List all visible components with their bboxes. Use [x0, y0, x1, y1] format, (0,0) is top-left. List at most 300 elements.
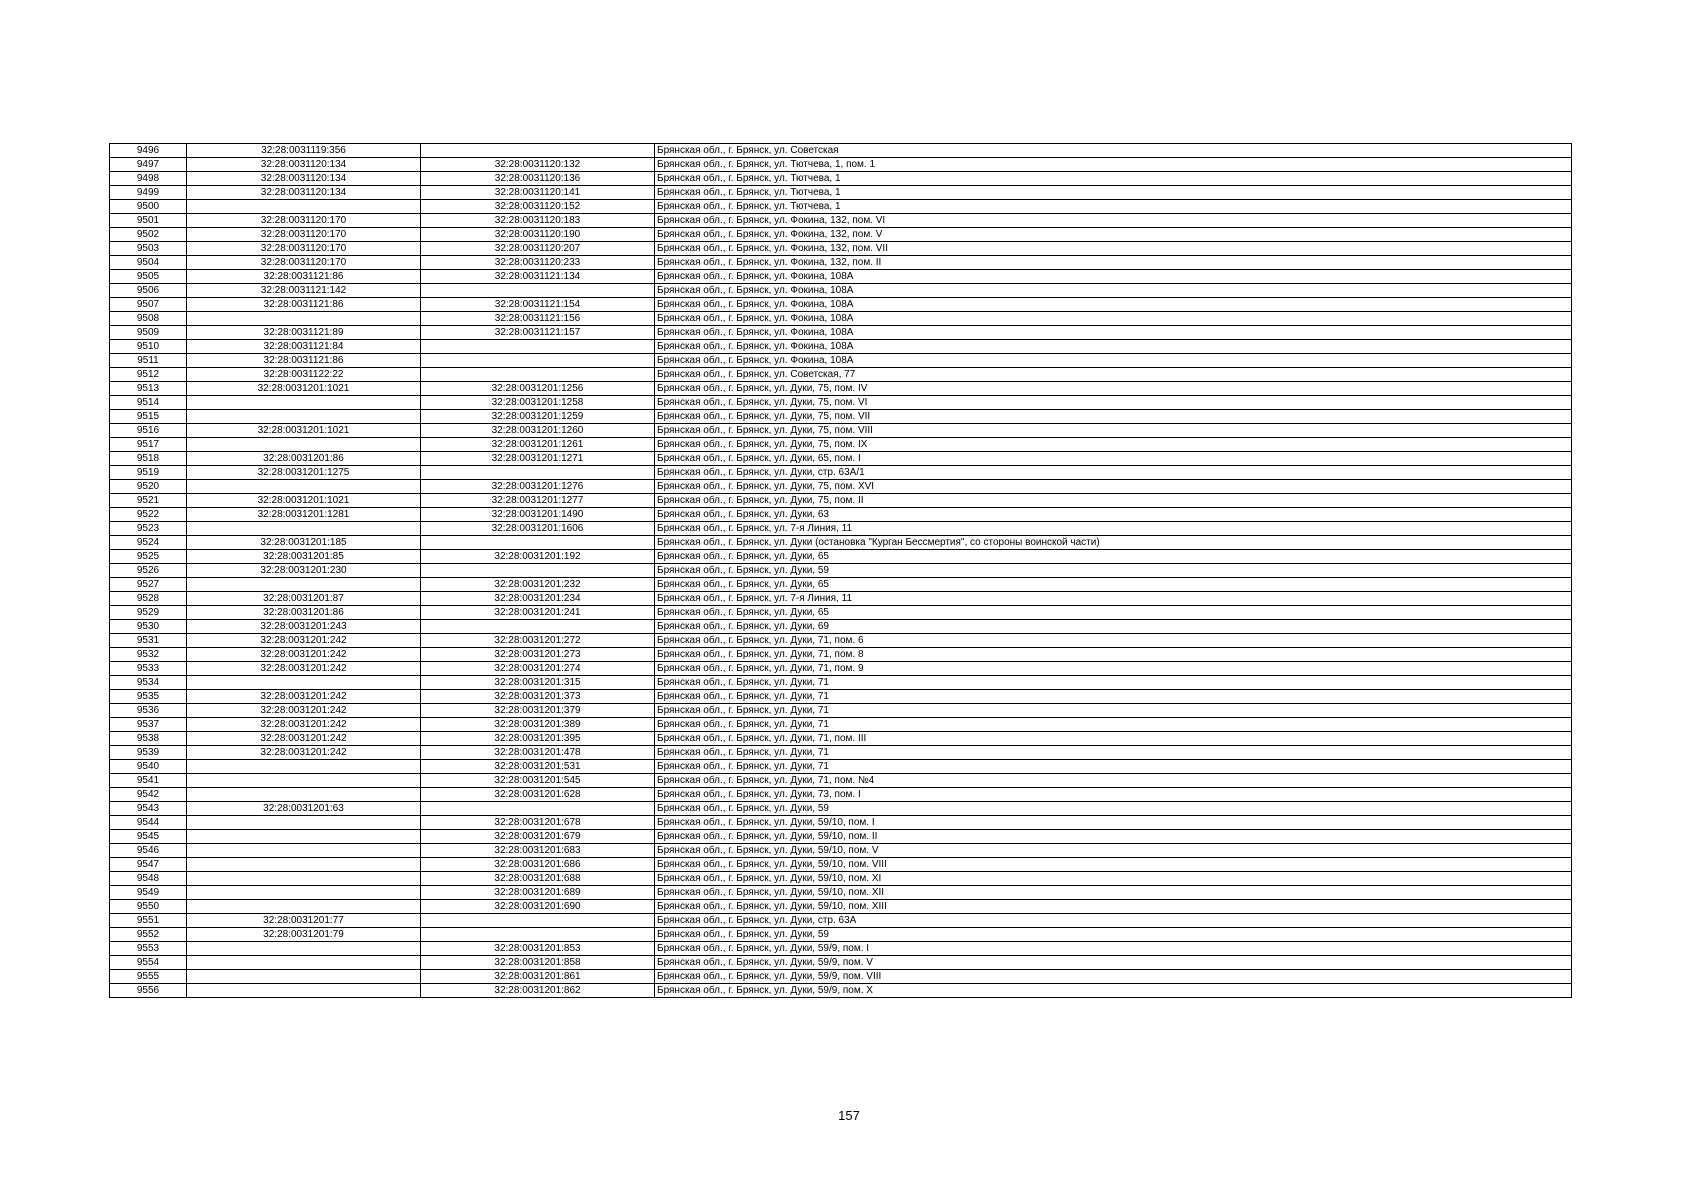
row-number-cell: 9521 — [110, 494, 187, 508]
table-row — [110, 690, 1572, 704]
parent-cadastral-number-cell: 32:28:0031201:63 — [187, 802, 421, 816]
row-number-cell: 9550 — [110, 900, 187, 914]
row-number-cell: 9509 — [110, 326, 187, 340]
cadastral-number-cell — [421, 466, 655, 480]
row-number-cell: 9540 — [110, 760, 187, 774]
row-number-cell: 9544 — [110, 816, 187, 830]
parent-cadastral-number-cell: 32:28:0031120:170 — [187, 242, 421, 256]
parent-cadastral-number-cell: 32:28:0031201:79 — [187, 928, 421, 942]
parent-cadastral-number-cell: 32:28:0031201:1021 — [187, 424, 421, 438]
row-number-cell: 9506 — [110, 284, 187, 298]
table-row — [110, 158, 1572, 172]
cadastral-number-cell: 32:28:0031201:389 — [421, 718, 655, 732]
parent-cadastral-number-cell — [187, 886, 421, 900]
cadastral-number-cell: 32:28:0031120:141 — [421, 186, 655, 200]
cadastral-number-cell: 32:28:0031201:678 — [421, 816, 655, 830]
address-cell: Брянская обл., г. Брянск, ул. Дуки, стр. 63А/1 — [655, 466, 1572, 480]
address-cell: Брянская обл., г. Брянск, ул. Советская — [655, 144, 1572, 158]
cadastral-number-cell: 32:28:0031201:531 — [421, 760, 655, 774]
cadastral-number-cell: 32:28:0031201:1276 — [421, 480, 655, 494]
cadastral-number-cell: 32:28:0031201:545 — [421, 774, 655, 788]
table-row — [110, 144, 1572, 158]
table-row — [110, 550, 1572, 564]
cadastral-number-cell — [421, 802, 655, 816]
table-row — [110, 774, 1572, 788]
address-cell: Брянская обл., г. Брянск, ул. Дуки, 71, пом. 9 — [655, 662, 1572, 676]
cadastral-number-cell: 32:28:0031201:192 — [421, 550, 655, 564]
parent-cadastral-number-cell: 32:28:0031201:1021 — [187, 382, 421, 396]
parent-cadastral-number-cell: 32:28:0031121:86 — [187, 270, 421, 284]
cadastral-number-cell: 32:28:0031201:1259 — [421, 410, 655, 424]
registry-table-body — [110, 144, 1572, 998]
address-cell: Брянская обл., г. Брянск, ул. Фокина, 132, пом. II — [655, 256, 1572, 270]
address-cell: Брянская обл., г. Брянск, ул. Дуки, 63 — [655, 508, 1572, 522]
row-number-cell: 9503 — [110, 242, 187, 256]
cadastral-number-cell: 32:28:0031201:861 — [421, 970, 655, 984]
cadastral-number-cell — [421, 928, 655, 942]
row-number-cell: 9548 — [110, 872, 187, 886]
parent-cadastral-number-cell — [187, 312, 421, 326]
address-cell: Брянская обл., г. Брянск, ул. Дуки, 71, пом. 6 — [655, 634, 1572, 648]
cadastral-number-cell: 32:28:0031201:315 — [421, 676, 655, 690]
row-number-cell: 9502 — [110, 228, 187, 242]
parent-cadastral-number-cell: 32:28:0031201:1021 — [187, 494, 421, 508]
parent-cadastral-number-cell: 32:28:0031201:242 — [187, 634, 421, 648]
row-number-cell: 9527 — [110, 578, 187, 592]
parent-cadastral-number-cell: 32:28:0031201:242 — [187, 746, 421, 760]
cadastral-number-cell: 32:28:0031201:234 — [421, 592, 655, 606]
address-cell: Брянская обл., г. Брянск, ул. Дуки, 71, пом. 8 — [655, 648, 1572, 662]
cadastral-number-cell: 32:28:0031120:233 — [421, 256, 655, 270]
table-row — [110, 396, 1572, 410]
address-cell: Брянская обл., г. Брянск, ул. Дуки, 59/10, пом. XIII — [655, 900, 1572, 914]
address-cell: Брянская обл., г. Брянск, ул. Фокина, 108А — [655, 312, 1572, 326]
table-row — [110, 970, 1572, 984]
table-row — [110, 438, 1572, 452]
table-row — [110, 368, 1572, 382]
table-row — [110, 886, 1572, 900]
address-cell: Брянская обл., г. Брянск, ул. Дуки, 75, пом. XVI — [655, 480, 1572, 494]
row-number-cell: 9551 — [110, 914, 187, 928]
parent-cadastral-number-cell: 32:28:0031201:230 — [187, 564, 421, 578]
table-row — [110, 816, 1572, 830]
row-number-cell: 9531 — [110, 634, 187, 648]
row-number-cell: 9529 — [110, 606, 187, 620]
row-number-cell: 9528 — [110, 592, 187, 606]
cadastral-number-cell — [421, 914, 655, 928]
address-cell: Брянская обл., г. Брянск, ул. Дуки, 59/10, пом. I — [655, 816, 1572, 830]
cadastral-number-cell: 32:28:0031201:628 — [421, 788, 655, 802]
parent-cadastral-number-cell: 32:28:0031201:242 — [187, 704, 421, 718]
table-row — [110, 522, 1572, 536]
row-number-cell: 9553 — [110, 942, 187, 956]
cadastral-number-cell — [421, 340, 655, 354]
parent-cadastral-number-cell — [187, 676, 421, 690]
address-cell: Брянская обл., г. Брянск, ул. Дуки, 71 — [655, 690, 1572, 704]
row-number-cell: 9536 — [110, 704, 187, 718]
address-cell: Брянская обл., г. Брянск, ул. Дуки, 71, пом. III — [655, 732, 1572, 746]
table-row — [110, 844, 1572, 858]
address-cell: Брянская обл., г. Брянск, ул. Дуки, 65 — [655, 606, 1572, 620]
parent-cadastral-number-cell: 32:28:0031201:242 — [187, 662, 421, 676]
address-cell: Брянская обл., г. Брянск, ул. Фокина, 108А — [655, 284, 1572, 298]
cadastral-number-cell: 32:28:0031201:862 — [421, 984, 655, 998]
address-cell: Брянская обл., г. Брянск, ул. Дуки, 59/9, пом. V — [655, 956, 1572, 970]
row-number-cell: 9546 — [110, 844, 187, 858]
cadastral-number-cell — [421, 368, 655, 382]
cadastral-number-cell: 32:28:0031201:690 — [421, 900, 655, 914]
row-number-cell: 9554 — [110, 956, 187, 970]
table-row — [110, 956, 1572, 970]
row-number-cell: 9520 — [110, 480, 187, 494]
table-row — [110, 732, 1572, 746]
cadastral-number-cell: 32:28:0031120:190 — [421, 228, 655, 242]
parent-cadastral-number-cell — [187, 858, 421, 872]
cadastral-number-cell: 32:28:0031201:379 — [421, 704, 655, 718]
table-row — [110, 620, 1572, 634]
parent-cadastral-number-cell — [187, 984, 421, 998]
cadastral-number-cell: 32:28:0031201:1256 — [421, 382, 655, 396]
row-number-cell: 9542 — [110, 788, 187, 802]
row-number-cell: 9498 — [110, 172, 187, 186]
parent-cadastral-number-cell: 32:28:0031121:86 — [187, 354, 421, 368]
address-cell: Брянская обл., г. Брянск, ул. Дуки, 75, пом. IX — [655, 438, 1572, 452]
table-row — [110, 242, 1572, 256]
table-row — [110, 536, 1572, 550]
parent-cadastral-number-cell — [187, 200, 421, 214]
cadastral-number-cell: 32:28:0031201:1271 — [421, 452, 655, 466]
row-number-cell: 9532 — [110, 648, 187, 662]
address-cell: Брянская обл., г. Брянск, ул. Советская, 77 — [655, 368, 1572, 382]
table-row — [110, 186, 1572, 200]
parent-cadastral-number-cell: 32:28:0031121:86 — [187, 298, 421, 312]
parent-cadastral-number-cell: 32:28:0031120:170 — [187, 214, 421, 228]
parent-cadastral-number-cell: 32:28:0031201:85 — [187, 550, 421, 564]
row-number-cell: 9526 — [110, 564, 187, 578]
table-row — [110, 452, 1572, 466]
cadastral-number-cell: 32:28:0031201:232 — [421, 578, 655, 592]
address-cell: Брянская обл., г. Брянск, ул. Дуки, 59/10, пом. XII — [655, 886, 1572, 900]
table-row — [110, 228, 1572, 242]
row-number-cell: 9513 — [110, 382, 187, 396]
table-row — [110, 676, 1572, 690]
table-row — [110, 914, 1572, 928]
row-number-cell: 9552 — [110, 928, 187, 942]
table-row — [110, 788, 1572, 802]
cadastral-number-cell: 32:28:0031201:1261 — [421, 438, 655, 452]
address-cell: Брянская обл., г. Брянск, ул. Дуки, 59/10, пом. XI — [655, 872, 1572, 886]
address-cell: Брянская обл., г. Брянск, ул. Дуки, 71, пом. №4 — [655, 774, 1572, 788]
address-cell: Брянская обл., г. Брянск, ул. Дуки, стр. 63А — [655, 914, 1572, 928]
address-cell: Брянская обл., г. Брянск, ул. Дуки, 69 — [655, 620, 1572, 634]
row-number-cell: 9524 — [110, 536, 187, 550]
page-number: 157 — [838, 1108, 860, 1123]
row-number-cell: 9501 — [110, 214, 187, 228]
table-row — [110, 284, 1572, 298]
parent-cadastral-number-cell — [187, 844, 421, 858]
address-cell: Брянская обл., г. Брянск, ул. Дуки, 59/9, пом. X — [655, 984, 1572, 998]
address-cell: Брянская обл., г. Брянск, ул. Фокина, 132, пом. VI — [655, 214, 1572, 228]
parent-cadastral-number-cell: 32:28:0031121:84 — [187, 340, 421, 354]
address-cell: Брянская обл., г. Брянск, ул. Дуки, 59/10, пом. II — [655, 830, 1572, 844]
address-cell: Брянская обл., г. Брянск, ул. Дуки, 71 — [655, 760, 1572, 774]
row-number-cell: 9539 — [110, 746, 187, 760]
address-cell: Брянская обл., г. Брянск, ул. Дуки, 75, пом. II — [655, 494, 1572, 508]
cadastral-number-cell — [421, 284, 655, 298]
cadastral-number-cell: 32:28:0031120:183 — [421, 214, 655, 228]
row-number-cell: 9541 — [110, 774, 187, 788]
parent-cadastral-number-cell: 32:28:0031120:170 — [187, 228, 421, 242]
parent-cadastral-number-cell — [187, 410, 421, 424]
address-cell: Брянская обл., г. Брянск, ул. Дуки, 75, пом. IV — [655, 382, 1572, 396]
cadastral-number-cell: 32:28:0031120:132 — [421, 158, 655, 172]
cadastral-number-cell: 32:28:0031120:136 — [421, 172, 655, 186]
row-number-cell: 9522 — [110, 508, 187, 522]
address-cell: Брянская обл., г. Брянск, ул. Дуки, 75, пом. VI — [655, 396, 1572, 410]
address-cell: Брянская обл., г. Брянск, ул. 7-я Линия, 11 — [655, 592, 1572, 606]
table-row — [110, 928, 1572, 942]
address-cell: Брянская обл., г. Брянск, ул. Дуки, 59/10, пом. V — [655, 844, 1572, 858]
cadastral-number-cell: 32:28:0031121:157 — [421, 326, 655, 340]
cadastral-number-cell — [421, 354, 655, 368]
table-row — [110, 858, 1572, 872]
parent-cadastral-number-cell — [187, 480, 421, 494]
parent-cadastral-number-cell: 32:28:0031121:89 — [187, 326, 421, 340]
parent-cadastral-number-cell: 32:28:0031201:86 — [187, 606, 421, 620]
parent-cadastral-number-cell — [187, 900, 421, 914]
row-number-cell: 9518 — [110, 452, 187, 466]
row-number-cell: 9512 — [110, 368, 187, 382]
cadastral-number-cell: 32:28:0031201:373 — [421, 690, 655, 704]
address-cell: Брянская обл., г. Брянск, ул. Дуки (остановка "Курган Бессмертия", со стороны воинской части) — [655, 536, 1572, 550]
row-number-cell: 9555 — [110, 970, 187, 984]
cadastral-number-cell: 32:28:0031201:689 — [421, 886, 655, 900]
cadastral-number-cell — [421, 564, 655, 578]
row-number-cell: 9508 — [110, 312, 187, 326]
cadastral-number-cell: 32:28:0031201:1606 — [421, 522, 655, 536]
address-cell: Брянская обл., г. Брянск, ул. Фокина, 108А — [655, 326, 1572, 340]
table-row — [110, 704, 1572, 718]
address-cell: Брянская обл., г. Брянск, ул. Тютчева, 1 — [655, 186, 1572, 200]
table-row — [110, 270, 1572, 284]
table-row — [110, 662, 1572, 676]
parent-cadastral-number-cell: 32:28:0031201:243 — [187, 620, 421, 634]
cadastral-number-cell — [421, 536, 655, 550]
table-row — [110, 872, 1572, 886]
row-number-cell: 9507 — [110, 298, 187, 312]
table-row — [110, 606, 1572, 620]
cadastral-number-cell: 32:28:0031201:478 — [421, 746, 655, 760]
table-row — [110, 746, 1572, 760]
table-row — [110, 466, 1572, 480]
table-row — [110, 648, 1572, 662]
row-number-cell: 9547 — [110, 858, 187, 872]
parent-cadastral-number-cell: 32:28:0031201:87 — [187, 592, 421, 606]
row-number-cell: 9535 — [110, 690, 187, 704]
address-cell: Брянская обл., г. Брянск, ул. Дуки, 59 — [655, 802, 1572, 816]
row-number-cell: 9504 — [110, 256, 187, 270]
cadastral-number-cell: 32:28:0031201:241 — [421, 606, 655, 620]
parent-cadastral-number-cell — [187, 816, 421, 830]
table-row — [110, 942, 1572, 956]
row-number-cell: 9497 — [110, 158, 187, 172]
parent-cadastral-number-cell: 32:28:0031201:1281 — [187, 508, 421, 522]
row-number-cell: 9538 — [110, 732, 187, 746]
table-row — [110, 830, 1572, 844]
address-cell: Брянская обл., г. Брянск, ул. Фокина, 108А — [655, 298, 1572, 312]
table-row — [110, 382, 1572, 396]
row-number-cell: 9515 — [110, 410, 187, 424]
row-number-cell: 9537 — [110, 718, 187, 732]
parent-cadastral-number-cell: 32:28:0031201:242 — [187, 690, 421, 704]
cadastral-number-cell: 32:28:0031121:156 — [421, 312, 655, 326]
parent-cadastral-number-cell: 32:28:0031201:242 — [187, 732, 421, 746]
address-cell: Брянская обл., г. Брянск, ул. Фокина, 108А — [655, 270, 1572, 284]
table-row — [110, 340, 1572, 354]
address-cell: Брянская обл., г. Брянск, ул. Фокина, 132, пом. VII — [655, 242, 1572, 256]
address-cell: Брянская обл., г. Брянск, ул. Дуки, 75, пом. VIII — [655, 424, 1572, 438]
table-row — [110, 354, 1572, 368]
parent-cadastral-number-cell — [187, 942, 421, 956]
parent-cadastral-number-cell — [187, 396, 421, 410]
address-cell: Брянская обл., г. Брянск, ул. Тютчева, 1 — [655, 200, 1572, 214]
parent-cadastral-number-cell — [187, 872, 421, 886]
parent-cadastral-number-cell — [187, 970, 421, 984]
cadastral-number-cell: 32:28:0031201:272 — [421, 634, 655, 648]
table-row — [110, 200, 1572, 214]
row-number-cell: 9496 — [110, 144, 187, 158]
table-row — [110, 494, 1572, 508]
table-row — [110, 564, 1572, 578]
parent-cadastral-number-cell — [187, 788, 421, 802]
row-number-cell: 9545 — [110, 830, 187, 844]
table-row — [110, 578, 1572, 592]
table-row — [110, 508, 1572, 522]
cadastral-number-cell: 32:28:0031201:686 — [421, 858, 655, 872]
row-number-cell: 9511 — [110, 354, 187, 368]
cadastral-number-cell: 32:28:0031201:1490 — [421, 508, 655, 522]
parent-cadastral-number-cell: 32:28:0031120:134 — [187, 186, 421, 200]
parent-cadastral-number-cell: 32:28:0031121:142 — [187, 284, 421, 298]
address-cell: Брянская обл., г. Брянск, ул. Дуки, 65 — [655, 550, 1572, 564]
cadastral-number-cell: 32:28:0031201:1258 — [421, 396, 655, 410]
table-row — [110, 592, 1572, 606]
row-number-cell: 9525 — [110, 550, 187, 564]
table-row — [110, 256, 1572, 270]
row-number-cell: 9534 — [110, 676, 187, 690]
table-row — [110, 984, 1572, 998]
row-number-cell: 9556 — [136, 985, 160, 996]
table-row — [110, 760, 1572, 774]
address-cell: Брянская обл., г. Брянск, ул. Дуки, 59/9, пом. I — [655, 942, 1572, 956]
parent-cadastral-number-cell: 32:28:0031201:77 — [187, 914, 421, 928]
row-number-cell: 9519 — [110, 466, 187, 480]
parent-cadastral-number-cell: 32:28:0031201:185 — [187, 536, 421, 550]
row-number-cell: 9500 — [110, 200, 187, 214]
cadastral-number-cell: 32:28:0031120:152 — [421, 200, 655, 214]
cadastral-number-cell: 32:28:0031201:683 — [421, 844, 655, 858]
parent-cadastral-number-cell: 32:28:0031201:242 — [187, 718, 421, 732]
address-cell: Брянская обл., г. Брянск, ул. Дуки, 71 — [655, 718, 1572, 732]
row-number-cell: 9505 — [110, 270, 187, 284]
address-cell: Брянская обл., г. Брянск, ул. Дуки, 71 — [655, 704, 1572, 718]
address-cell: Брянская обл., г. Брянск, ул. Дуки, 71 — [655, 746, 1572, 760]
address-cell: Брянская обл., г. Брянск, ул. Дуки, 59/10, пом. VIII — [655, 858, 1572, 872]
cadastral-number-cell: 32:28:0031201:858 — [421, 956, 655, 970]
parent-cadastral-number-cell: 32:28:0031201:86 — [187, 452, 421, 466]
table-row — [110, 480, 1572, 494]
cadastral-number-cell: 32:28:0031201:1260 — [421, 424, 655, 438]
cadastral-number-cell: 32:28:0031201:395 — [421, 732, 655, 746]
parent-cadastral-number-cell — [187, 774, 421, 788]
parent-cadastral-number-cell: 32:28:0031201:1275 — [187, 466, 421, 480]
parent-cadastral-number-cell — [187, 956, 421, 970]
parent-cadastral-number-cell: 32:28:0031120:134 — [187, 158, 421, 172]
parent-cadastral-number-cell — [187, 522, 421, 536]
address-cell: Брянская обл., г. Брянск, ул. Дуки, 59 — [655, 564, 1572, 578]
address-cell: Брянская обл., г. Брянск, ул. Дуки, 75, пом. VII — [655, 410, 1572, 424]
cadastral-number-cell: 32:28:0031120:207 — [421, 242, 655, 256]
address-cell: Брянская обл., г. Брянск, ул. Дуки, 65 — [655, 578, 1572, 592]
address-cell: Брянская обл., г. Брянск, ул. 7-я Линия, 11 — [655, 522, 1572, 536]
cadastral-number-cell — [421, 620, 655, 634]
table-row — [110, 172, 1572, 186]
address-cell: Брянская обл., г. Брянск, ул. Дуки, 71 — [655, 676, 1572, 690]
table-row — [110, 312, 1572, 326]
table-row — [110, 718, 1572, 732]
row-number-cell: 9549 — [110, 886, 187, 900]
parent-cadastral-number-cell: 32:28:0031120:170 — [187, 256, 421, 270]
table-row — [110, 410, 1572, 424]
address-cell: Брянская обл., г. Брянск, ул. Фокина, 108А — [655, 354, 1572, 368]
row-number-cell: 9523 — [110, 522, 187, 536]
cadastral-number-cell: 32:28:0031201:853 — [421, 942, 655, 956]
table-row — [110, 634, 1572, 648]
cadastral-number-cell: 32:28:0031201:679 — [421, 830, 655, 844]
cadastral-number-cell: 32:28:0031121:154 — [421, 298, 655, 312]
row-number-cell: 9533 — [110, 662, 187, 676]
address-cell: Брянская обл., г. Брянск, ул. Тютчева, 1, пом. 1 — [655, 158, 1572, 172]
table-row — [110, 326, 1572, 340]
row-number-cell: 9516 — [110, 424, 187, 438]
parent-cadastral-number-cell — [187, 830, 421, 844]
table-row — [110, 214, 1572, 228]
row-number-cell: 9530 — [110, 620, 187, 634]
cadastral-number-cell: 32:28:0031121:134 — [421, 270, 655, 284]
address-cell: Брянская обл., г. Брянск, ул. Тютчева, 1 — [655, 172, 1572, 186]
table-row — [110, 802, 1572, 816]
cadastral-number-cell — [421, 144, 655, 158]
address-cell: Брянская обл., г. Брянск, ул. Фокина, 132, пом. V — [655, 228, 1572, 242]
table-row — [110, 900, 1572, 914]
cadastral-number-cell: 32:28:0031201:688 — [421, 872, 655, 886]
parent-cadastral-number-cell: 32:28:0031119:356 — [187, 144, 421, 158]
row-number-cell: 9543 — [110, 802, 187, 816]
address-cell: Брянская обл., г. Брянск, ул. Дуки, 59/9, пом. VIII — [655, 970, 1572, 984]
parent-cadastral-number-cell: 32:28:0031120:134 — [187, 172, 421, 186]
cadastral-number-cell: 32:28:0031201:273 — [421, 648, 655, 662]
parent-cadastral-number-cell — [187, 760, 421, 774]
row-number-cell: 9514 — [110, 396, 187, 410]
address-cell: Брянская обл., г. Брянск, ул. Дуки, 73, пом. I — [655, 788, 1572, 802]
parent-cadastral-number-cell: 32:28:0031201:242 — [187, 648, 421, 662]
address-cell: Брянская обл., г. Брянск, ул. Дуки, 59 — [655, 928, 1572, 942]
cadastral-number-cell: 32:28:0031201:274 — [421, 662, 655, 676]
parent-cadastral-number-cell — [187, 438, 421, 452]
table-row — [110, 424, 1572, 438]
parent-cadastral-number-cell — [187, 578, 421, 592]
row-number-cell: 9499 — [110, 186, 187, 200]
